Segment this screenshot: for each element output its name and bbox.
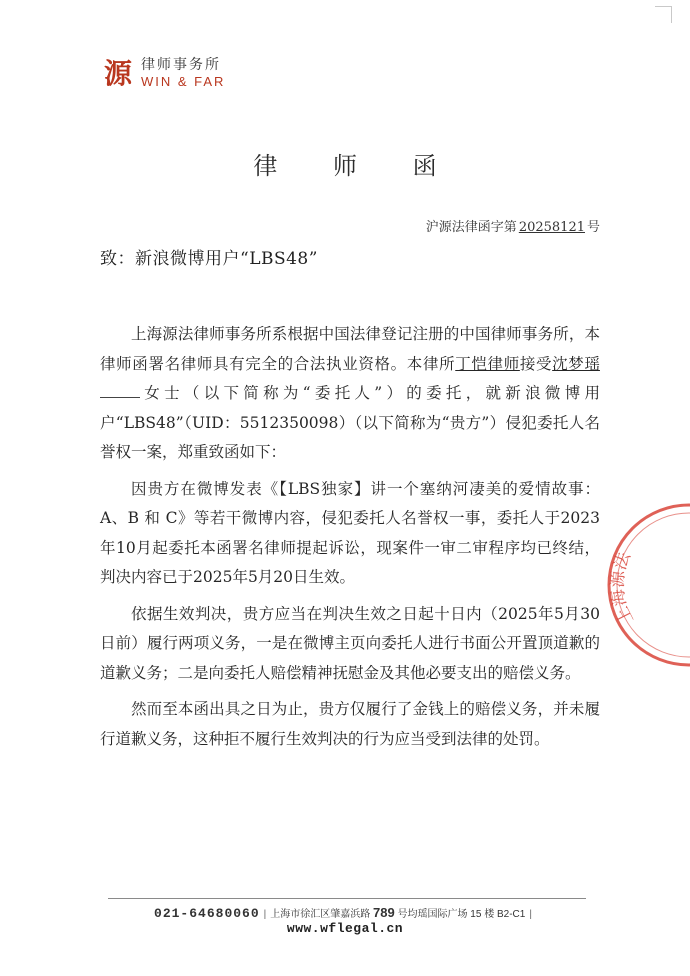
footer-phone: 021-64680060 xyxy=(154,906,260,921)
paragraph-1-text-b: 接受 xyxy=(519,354,553,373)
paragraph-1-text-a: 上海源法律师事务所系根据中国法律登记注册的中国律师事务所，本律师函署名律师具有完全的合法执业资格。本律所 xyxy=(100,325,600,373)
paragraph-1 xyxy=(100,320,600,468)
addressee: 致：新浪微博用户“LBS48” xyxy=(100,249,318,269)
seal-text: 上海源法 xyxy=(607,549,639,628)
logo-char: 源 xyxy=(103,57,133,90)
paragraph-3: 依据生效判决，贵方应当在判决生效之日起十日内（2025年5月30日前）履行两项义务，一是在微博主页向委托人进行书面公开置顶道歉的道歉义务；二是向委托人赔偿精神抚慰金及其他必要支出的赔偿义务。 xyxy=(100,604,600,682)
document-title: 律 师 函 xyxy=(253,152,461,180)
scan-corner-mark xyxy=(655,6,672,23)
paragraph-4: 然而至本函出具之日为止，贵方仅履行了金钱上的赔偿义务，并未履行道歉义务，这种拒不履行生效判决的行为应当受到法律的处罚。 xyxy=(100,700,600,748)
official-seal xyxy=(604,500,690,670)
footer-contact: 021-64680060 | 上海市徐汇区肇嘉浜路 789 号均瑶国际广场 15 楼 B2-C1 | xyxy=(154,905,532,921)
reference-number xyxy=(426,216,600,235)
letter-body xyxy=(100,320,600,761)
lawyer-name: 丁恺律师 xyxy=(455,354,520,373)
paragraph-1-text-c: 女士（以下简称为“委托人”）的委托，就新浪微博用户“LBS48”（UID：5512350098）（以下简称为“贵方”）侵犯委托人名誉权一案，郑重致函如下： xyxy=(100,384,600,461)
ref-number: 20258121 xyxy=(518,220,585,235)
logo-mark-icon xyxy=(103,56,133,90)
firm-name-cn: 律师事务所 xyxy=(141,57,221,73)
paragraph-2: 因贵方在微博发表《【LBS独家】讲一个塞纳河凄美的爱情故事：A、B 和 C》等若干微博内容，侵犯委托人名誉权一事，委托人于2023年10月起委托本函署名律师提起诉讼，现案件一审二审程序均已终结，判决内容已于2025年5月20日生效。 xyxy=(100,479,600,586)
firm-name-en: WIN & FAR xyxy=(141,74,226,89)
firm-logo xyxy=(103,53,225,93)
footer-address-a: 上海市徐汇区肇嘉浜路 xyxy=(270,909,371,920)
underline-blank xyxy=(100,383,140,398)
ref-suffix: 号 xyxy=(586,220,600,235)
ref-prefix: 沪源法律函字第 xyxy=(425,220,517,235)
footer-website: www.wflegal.cn xyxy=(286,921,404,936)
footer-address-number: 789 xyxy=(373,905,395,920)
client-name: 沈梦瑶 xyxy=(552,354,600,373)
svg-text:上海源法 xyxy=(608,549,638,627)
footer-address-b: 号均瑶国际广场 15 楼 B2-C1 xyxy=(397,909,526,920)
footer-divider xyxy=(108,898,586,899)
